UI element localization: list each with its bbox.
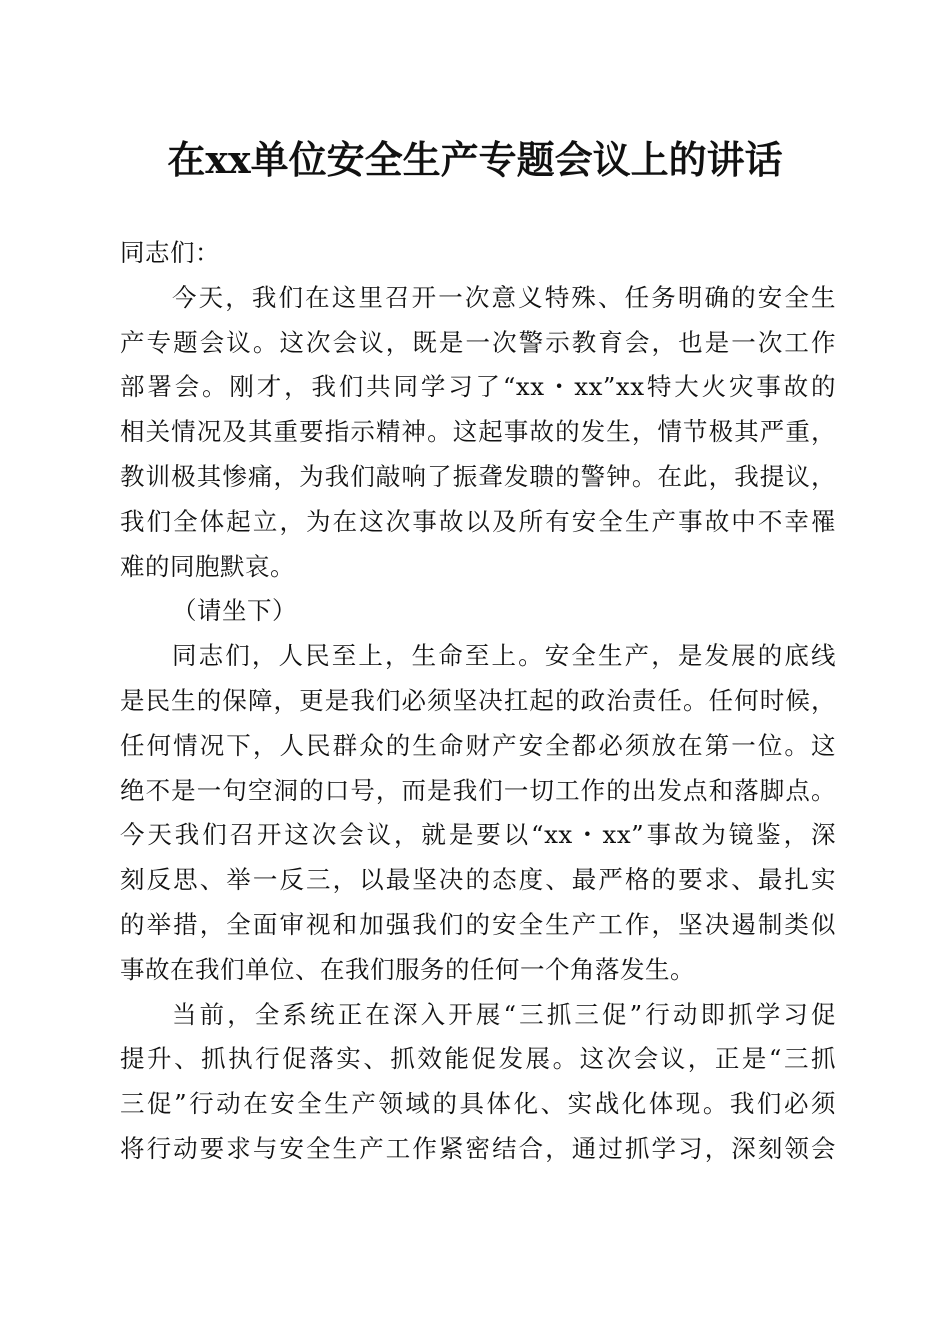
paragraph-line: 教训极其惨痛，为我们敲响了振聋发聩的警钟。在此，我提议， bbox=[120, 461, 836, 491]
paragraph-line: 绝不是一句空洞的口号，而是我们一切工作的出发点和落脚点。 bbox=[120, 775, 836, 805]
paragraph-line: 产专题会议。这次会议，既是一次警示教育会，也是一次工作 bbox=[120, 327, 836, 357]
paragraph-line: 提升、抓执行促落实、抓效能促发展。这次会议，正是“三抓 bbox=[120, 1044, 836, 1074]
paragraph-line: 三促”行动在安全生产领域的具体化、实战化体现。我们必须 bbox=[120, 1089, 836, 1119]
paragraph-line: 今天我们召开这次会议，就是要以“xx・xx”事故为镜鉴，深 bbox=[120, 820, 836, 850]
document-body bbox=[120, 231, 836, 1172]
stage-direction: （请坐下） bbox=[172, 596, 297, 626]
document-title: 在xx单位安全生产专题会议上的讲话 bbox=[167, 137, 783, 182]
paragraph-line: 同志们，人民至上，生命至上。安全生产，是发展的底线 bbox=[172, 641, 836, 671]
paragraph-line: 难的同胞默哀。 bbox=[120, 551, 295, 581]
paragraph-line: 的举措，全面审视和加强我们的安全生产工作，坚决遏制类似 bbox=[120, 909, 836, 939]
paragraph-line: 将行动要求与安全生产工作紧密结合，通过抓学习，深刻领会 bbox=[120, 1133, 836, 1163]
paragraph-line: 事故在我们单位、在我们服务的任何一个角落发生。 bbox=[120, 954, 695, 984]
paragraph-line: 刻反思、举一反三，以最坚决的态度、最严格的要求、最扎实 bbox=[120, 865, 836, 895]
paragraph-line: 今天，我们在这里召开一次意义特殊、任务明确的安全生 bbox=[172, 282, 836, 312]
paragraph-line: 我们全体起立，为在这次事故以及所有安全生产事故中不幸罹 bbox=[120, 506, 836, 536]
paragraph-line: 相关情况及其重要指示精神。这起事故的发生，情节极其严重， bbox=[120, 417, 836, 447]
paragraph-line: 部署会。刚才，我们共同学习了“xx・xx”xx特大火灾事故的 bbox=[120, 372, 836, 402]
paragraph-line: 是民生的保障，更是我们必须坚决扛起的政治责任。任何时候， bbox=[120, 685, 836, 715]
paragraph-line: 当前，全系统正在深入开展“三抓三促”行动即抓学习促 bbox=[172, 999, 836, 1029]
salutation: 同志们： bbox=[120, 238, 220, 267]
paragraph-line: 任何情况下，人民群众的生命财产安全都必须放在第一位。这 bbox=[120, 730, 836, 760]
